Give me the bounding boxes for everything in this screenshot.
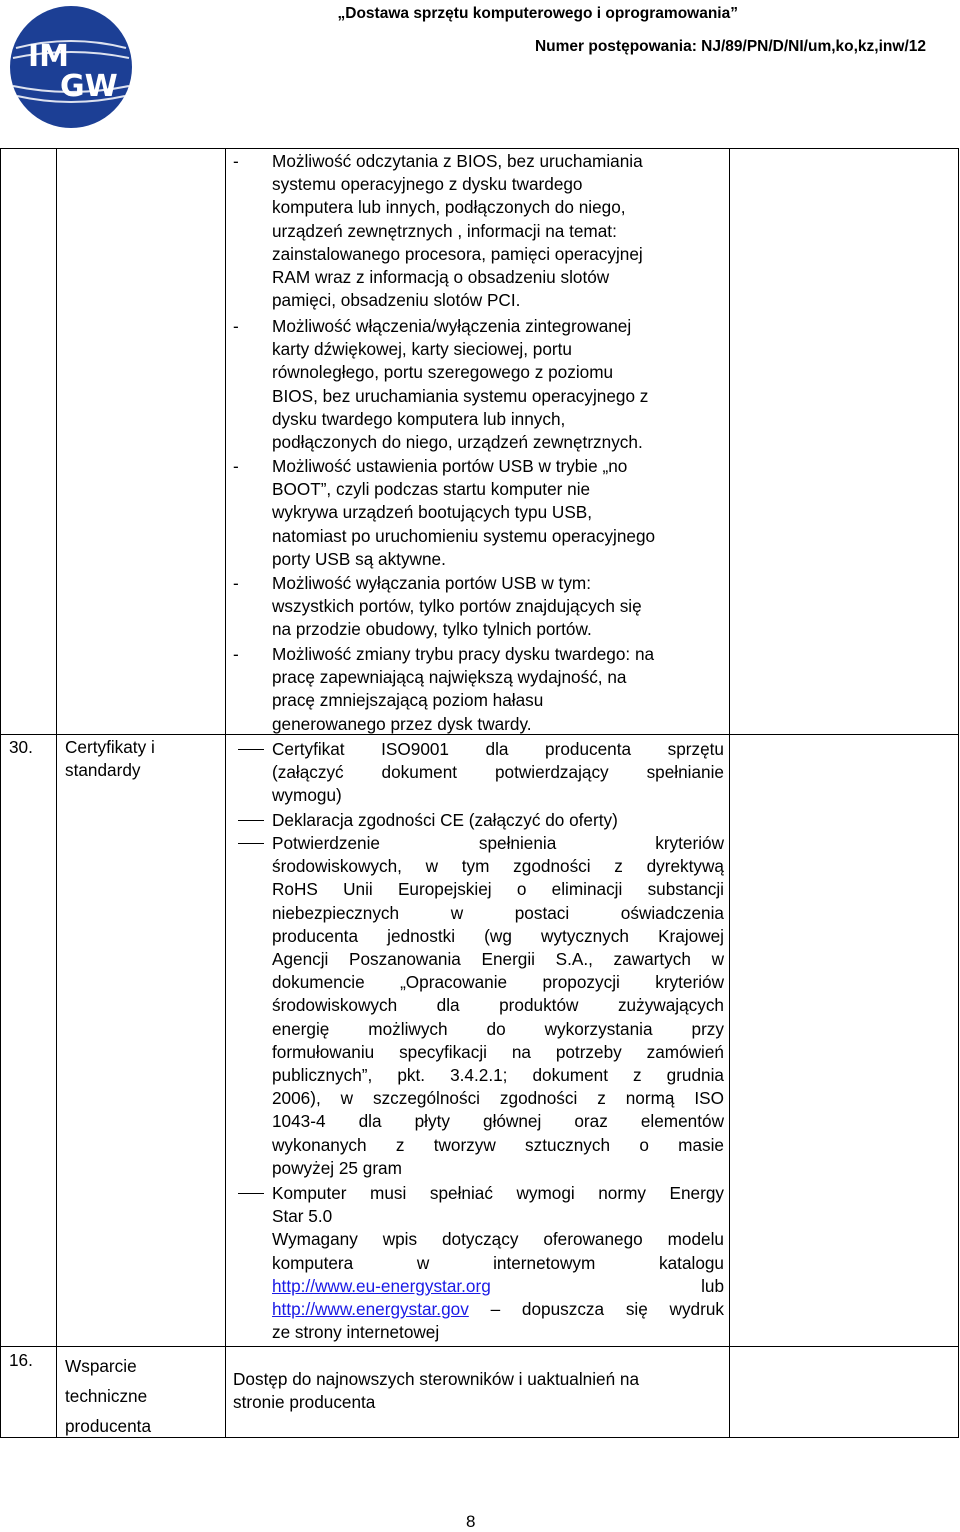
document-title: „Dostawa sprzętu komputerowego i oprogramowania”: [337, 5, 738, 22]
list-item-text: Certyfikat ISO9001 dla producenta sprzętu (załączyć dokument potwierdzający spełnianie wymogu): [272, 739, 724, 806]
dash-bullet: [238, 820, 264, 821]
eu-energystar-link[interactable]: http://www.eu-energystar.org: [272, 1275, 491, 1296]
list-item-text: Możliwość wyłączania portów USB w tym: wszystkich portów, tylko portów znajdujących się na przodzie obudowy, tylko tylnich portów.: [272, 573, 642, 640]
energystar-link[interactable]: http://www.energystar.gov: [272, 1299, 469, 1320]
svg-text:IM: IM: [28, 39, 70, 74]
list-item-text: Potwierdzenie spełnienia kryteriów środowiskowych, w tym zgodności z dyrektywą RoHS Unii Europejskiej o eliminacji substancji niebezpiecznych w postaci oświadczenia producenta jednostki (wg wytycznych Krajowej Agencji Poszanowania Energii S.A., zawartych w dokumencie „Opracowanie propozycji kryteriów środowiskowych dla produktów zużywających energię możliwych do wykorzystania przy formułowaniu specyfikacji na potrzeby zamówień publicznych”, pkt. 3.4.2.1; dokument z grudnia 2006), w szczególności zgodności z normą ISO 1043-4 dla płyty głównej oraz elementów wykonanych z tworzyw sztucznych o masie powyżej 25 gram: [272, 833, 724, 1178]
dash-bullet: [238, 843, 264, 844]
list-item-text: Komputer musi spełniać wymogi normy Energy Star 5.0 Wymagany wpis dotyczący oferowanego modelu komputera w internetowym katalogu http://www.eu-energystar.org lub http://www.energystar.gov – dopuszcza się wydruk ze strony internetowej: [272, 1183, 724, 1343]
row-title-support: Wsparcie techniczne producenta: [65, 1356, 152, 1436]
reference-number: Numer postępowania: NJ/89/PN/D/NI/um,ko,kz,inw/12: [534, 38, 926, 55]
list-item-text: Możliwość włączenia/wyłączenia zintegrowanej karty dźwiękowej, karty sieciowej, portu równoległego, portu szeregowego z poziomu BIOS, bez uruchamiania systemu operacyjnego z dysku twardego komputera lub innych, podłączonych do niego, urządzeń zewnętrznych.: [272, 316, 649, 453]
imgw-logo: [8, 4, 134, 130]
row-title-certificates: Certyfikaty i standardy: [65, 737, 155, 781]
row-number-16: 16.: [9, 1350, 33, 1370]
page-number: 8: [466, 1512, 476, 1531]
row-number-30: 30.: [9, 737, 33, 757]
dash-bullet: [238, 1193, 264, 1194]
list-item-text: Możliwość odczytania z BIOS, bez uruchamiania systemu operacyjnego z dysku twardego komputera lub innych, podłączonych do niego, urządzeń zewnętrznych , informacji na temat: zainstalowanego procesora, pamięci operacyjnej RAM wraz z informacją o obsadzeniu slotów pamięci, obsadzeniu slotów PCI.: [272, 151, 643, 311]
list-item-text: Możliwość ustawienia portów USB w trybie „no BOOT”, czyli podczas startu komputer nie wykrywa urządzeń bootujących typu USB, natomiast po uruchomieniu systemu operacyjnego porty USB są aktywne.: [272, 456, 656, 569]
svg-text:GW: GW: [60, 69, 118, 104]
dash-bullet: [238, 749, 264, 750]
list-item-text: Deklaracja zgodności CE (załączyć do oferty): [272, 810, 618, 830]
list-item-text: Możliwość zmiany trybu pracy dysku twardego: na pracę zapewniającą największą wydajność, na pracę zmniejszającą poziom hałasu generowanego przez dysk twardy.: [272, 644, 655, 734]
support-requirements: Dostęp do najnowszych sterowników i uaktualnień na stronie producenta: [233, 1369, 640, 1413]
